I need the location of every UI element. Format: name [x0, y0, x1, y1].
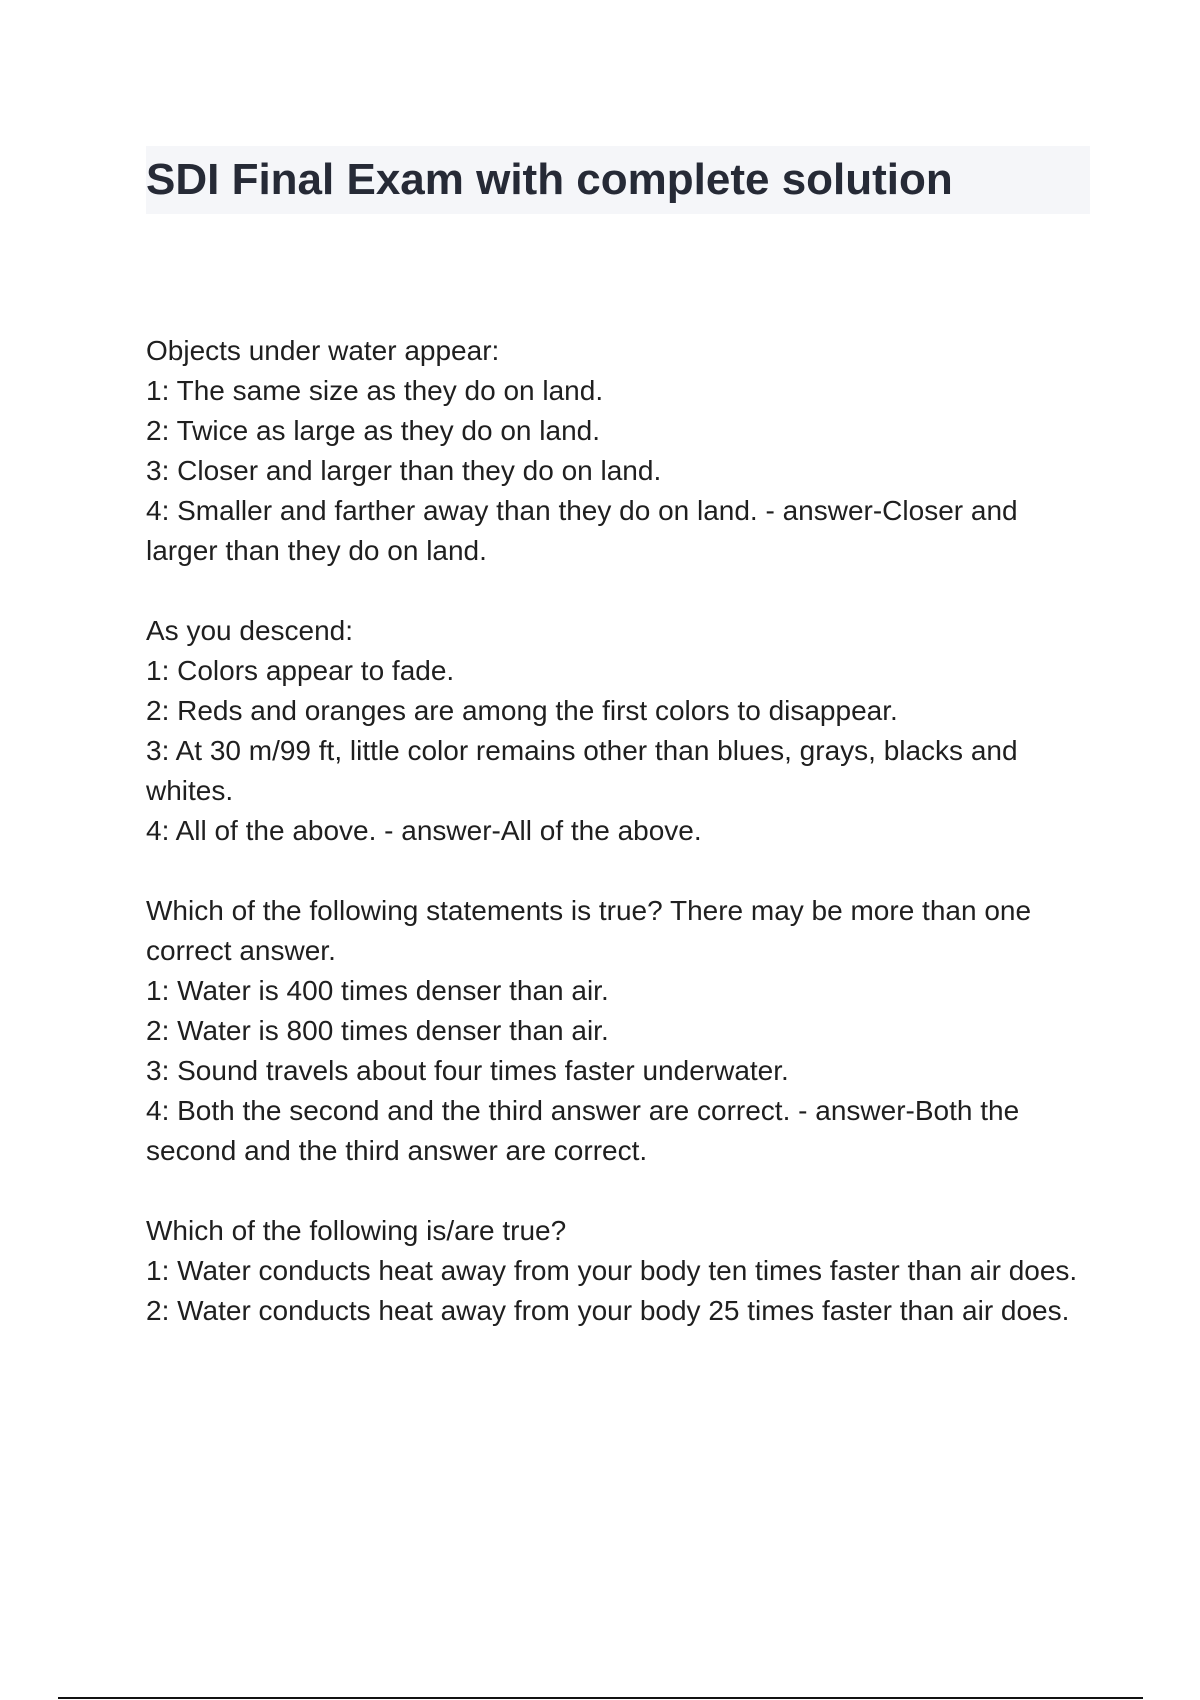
question-prompt: Which of the following is/are true? — [146, 1215, 567, 1246]
answer-option: 2: Reds and oranges are among the first colors to disappear. — [146, 695, 898, 726]
question-block — [146, 891, 1096, 1171]
question-block — [146, 1211, 1096, 1331]
answer-option: 1: Water conducts heat away from your body ten times faster than air does. — [146, 1255, 1078, 1286]
page-bottom-divider — [58, 1697, 1143, 1699]
answer-option-with-solution: 4: Smaller and farther away than they do on land. - answer-Closer and larger than they do on land. — [146, 495, 1018, 566]
answer-option: 2: Water is 800 times denser than air. — [146, 1015, 609, 1046]
answer-option: 1: Water is 400 times denser than air. — [146, 975, 609, 1006]
answer-option: 2: Water conducts heat away from your body 25 times faster than air does. — [146, 1295, 1070, 1326]
answer-option: 3: At 30 m/99 ft, little color remains other than blues, grays, blacks and whites. — [146, 735, 1018, 806]
answer-option: 3: Closer and larger than they do on land. — [146, 455, 662, 486]
page-title: SDI Final Exam with complete solution — [146, 155, 953, 204]
answer-option: 2: Twice as large as they do on land. — [146, 415, 600, 446]
question-prompt: As you descend: — [146, 615, 354, 646]
question-block — [146, 611, 1096, 851]
answer-option-with-solution: 4: Both the second and the third answer are correct. - answer-Both the second and the third answer are correct. — [146, 1095, 1020, 1166]
question-block — [146, 331, 1096, 571]
answer-option: 1: The same size as they do on land. — [146, 375, 604, 406]
question-prompt: Which of the following statements is true? There may be more than one correct answer. — [146, 895, 1032, 966]
title-banner — [146, 146, 1090, 214]
question-list — [146, 331, 1096, 1371]
answer-option: 1: Colors appear to fade. — [146, 655, 455, 686]
question-prompt: Objects under water appear: — [146, 335, 500, 366]
answer-option-with-solution: 4: All of the above. - answer-All of the above. — [146, 815, 702, 846]
answer-option: 3: Sound travels about four times faster underwater. — [146, 1055, 789, 1086]
